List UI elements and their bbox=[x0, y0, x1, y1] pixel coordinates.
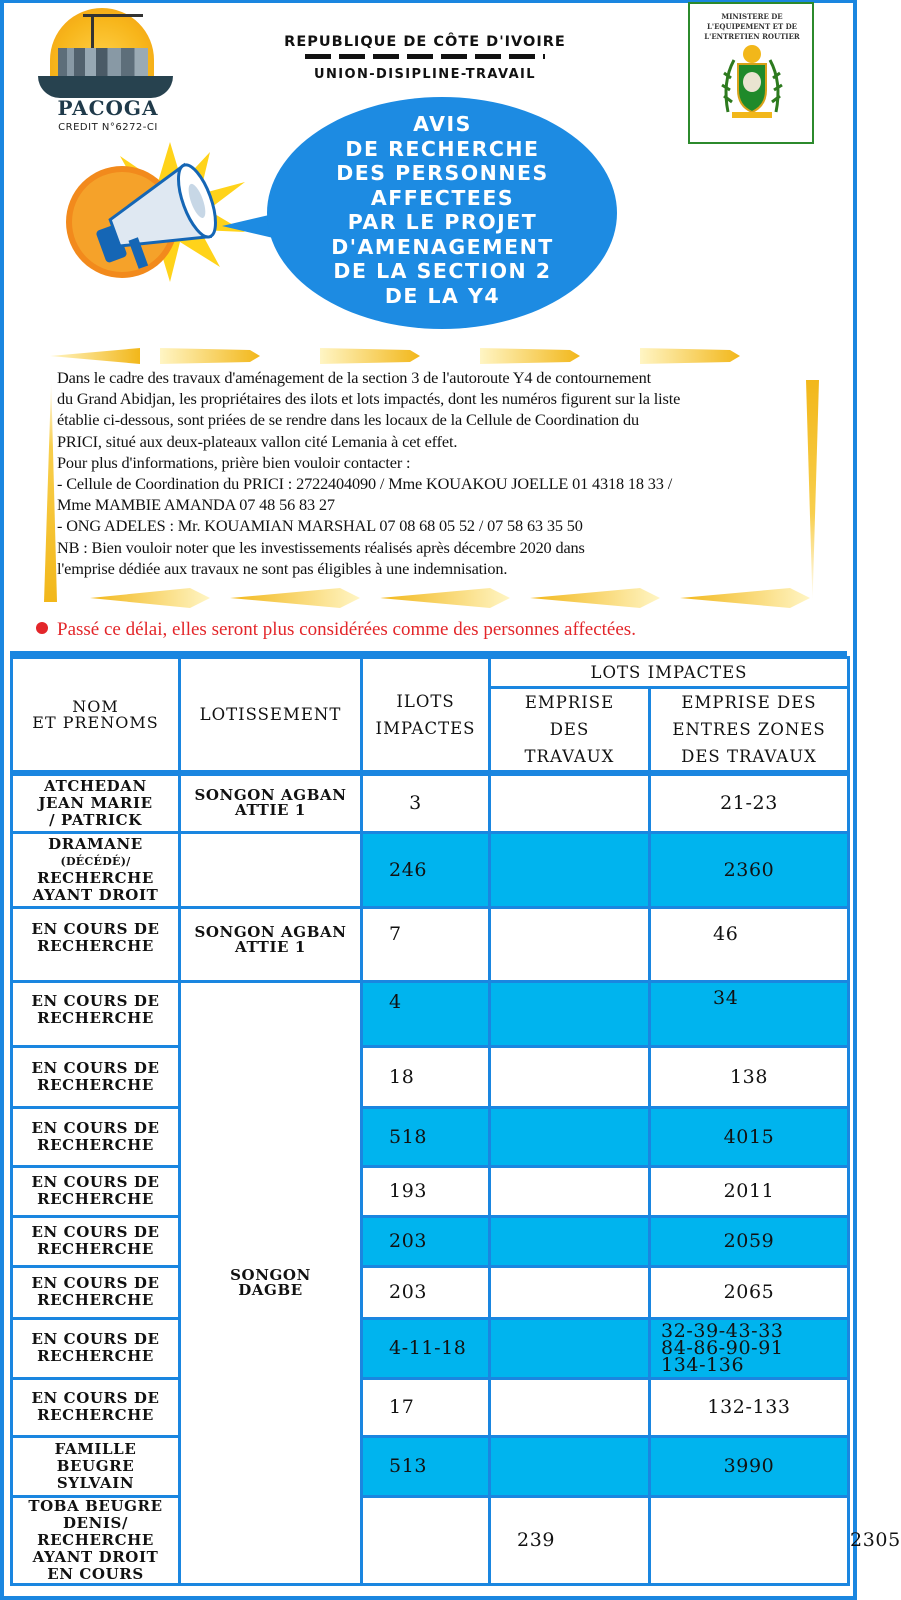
cell-name: EN COURS DE RECHERCHE bbox=[12, 1378, 180, 1436]
cell-emprise bbox=[490, 1266, 650, 1318]
header-emprise: EMPRISE DES TRAVAUX bbox=[490, 688, 650, 774]
affected-persons-table bbox=[10, 651, 901, 1593]
pacoga-logo bbox=[28, 4, 178, 132]
cell-entre-zones: 34 bbox=[650, 981, 849, 1046]
cell-ilot: 246 bbox=[362, 832, 490, 907]
cell-name: EN COURS DE RECHERCHE bbox=[12, 1107, 180, 1166]
cell-entre-zones: 2011 bbox=[650, 1166, 849, 1216]
cell-emprise bbox=[490, 1318, 650, 1378]
cell-emprise bbox=[490, 981, 650, 1046]
logo-credit: CREDIT N°6272-CI bbox=[58, 122, 158, 133]
bullet-icon bbox=[36, 622, 48, 634]
table-row: TOBA BEUGRE DENIS/ RECHERCHE AYANT DROIT EN COURS 239 2305 bbox=[12, 1496, 849, 1584]
table-row bbox=[12, 832, 849, 907]
cell-ilot: 4 bbox=[362, 981, 490, 1046]
announcement-title: AVIS DE RECHERCHE DES PERSONNES AFFECTEES PAR LE PROJET D'AMENAGEMENT DE LA SECTION 2 DE LA Y4 bbox=[331, 112, 554, 308]
cell-lotissement: SONGON AGBAN ATTIE 1 bbox=[180, 907, 362, 981]
table-row bbox=[12, 1266, 849, 1318]
cell-name: EN COURS DE RECHERCHE bbox=[12, 1318, 180, 1378]
cell-name: DRAMANE (DÉCÉDÉ)/ RECHERCHE AYANT DROIT bbox=[12, 832, 180, 907]
cell-ilot: 239 bbox=[490, 1496, 650, 1584]
table-row bbox=[12, 773, 849, 832]
cell-name: EN COURS DE RECHERCHE bbox=[12, 1046, 180, 1107]
notice-text: Dans le cadre des travaux d'aménagement de la section 3 de l'autoroute Y4 de contournement du Grand Abidjan, les propriétaires des ilots et lots impactés, dont les numéros figurent sur la liste établie ci-dessous, sont priées de se rendre dans les locaux de la Cellule de Coordination du PRICI, situé aux deux-plateaux vallon cité Lemania à cet effet. Pour plus d'informations, prière bien vouloir contacter : - Cellule de Coordination du PRICI : 2722404090 / Mme KOUAKOU JOELLE 01 4318 18 33 / Mme MAMBIE AMANDA 07 48 56 83 27 - ONG ADELES : Mr. KOUAMIAN MARSHAL 07 08 68 05 52 / 07 58 63 35 50 NB : Bien vouloir noter que les investissements réalisés après décembre 2020 dans l'emprise dédiée aux travaux ne sont pas éligibles à une indemnisation. bbox=[57, 368, 681, 578]
cell-lotissement bbox=[180, 832, 362, 907]
cell-emprise bbox=[490, 832, 650, 907]
ministry-logo bbox=[688, 2, 814, 144]
cell-entre-zones: 138 bbox=[650, 1046, 849, 1107]
cell-emprise bbox=[490, 1436, 650, 1496]
cell-name: ATCHEDAN JEAN MARIE / PATRICK bbox=[12, 773, 180, 832]
cell-lotissement-dagbe: SONGON DAGBE bbox=[180, 981, 362, 1584]
cell-name: EN COURS DE RECHERCHE bbox=[12, 1216, 180, 1266]
cell-emprise bbox=[490, 773, 650, 832]
table-row bbox=[12, 1046, 849, 1107]
table-row bbox=[12, 907, 849, 981]
motto: UNION-DISIPLINE-TRAVAIL bbox=[314, 67, 536, 82]
cell-name: EN COURS DE RECHERCHE bbox=[12, 1166, 180, 1216]
cell-ilot: 7 bbox=[362, 907, 490, 981]
header-name: NOM ET PRENOMS bbox=[12, 658, 180, 774]
cell-entre-zones: 3990 bbox=[650, 1436, 849, 1496]
cell-emprise bbox=[490, 1166, 650, 1216]
cell-entre-zones: 32-39-43-33 84-86-90-91 134-136 bbox=[650, 1318, 849, 1378]
cell-entre-zones: 132-133 bbox=[650, 1378, 849, 1436]
cell-lotissement bbox=[362, 1496, 490, 1584]
cell-emprise bbox=[490, 1107, 650, 1166]
decorative-arrows-bottom bbox=[50, 584, 810, 612]
header-entre-zones: EMPRISE DES ENTRES ZONES DES TRAVAUX bbox=[650, 688, 849, 774]
cell-entre-zones: 46 bbox=[650, 907, 849, 981]
cell-ilot: 203 bbox=[362, 1266, 490, 1318]
cell-ilot: 17 bbox=[362, 1378, 490, 1436]
cell-lotissement: SONGON AGBAN ATTIE 1 bbox=[180, 773, 362, 832]
logo-name: PACOGA bbox=[57, 96, 159, 120]
ministry-name: MINISTERE DE L'EQUIPEMENT ET DE L'ENTRETIEN ROUTIER bbox=[704, 12, 800, 41]
cell-entre-zones: 2065 bbox=[650, 1266, 849, 1318]
cell-ilot: 3 bbox=[362, 773, 490, 832]
cell-emprise bbox=[490, 1046, 650, 1107]
cell-name: EN COURS DE RECHERCHE bbox=[12, 1266, 180, 1318]
cell-entre-zones: 2059 bbox=[650, 1216, 849, 1266]
cell-emprise bbox=[650, 1496, 849, 1584]
decorative-arrows-top bbox=[50, 348, 810, 364]
republic-title: REPUBLIQUE DE CÔTE D'IVOIRE bbox=[284, 34, 566, 50]
cell-ilot: 193 bbox=[362, 1166, 490, 1216]
header-ilots: ILOTS IMPACTES bbox=[362, 658, 490, 774]
cell-name: FAMILLE BEUGRE SYLVAIN bbox=[12, 1436, 180, 1496]
cell-entre-zones: 4015 bbox=[650, 1107, 849, 1166]
table-row bbox=[12, 981, 849, 1046]
header-lots-group: LOTS IMPACTES bbox=[490, 658, 849, 688]
cell-name: EN COURS DE RECHERCHE bbox=[12, 981, 180, 1046]
cell-ilot: 18 bbox=[362, 1046, 490, 1107]
cell-name: EN COURS DE RECHERCHE bbox=[12, 907, 180, 981]
table-row bbox=[12, 1378, 849, 1436]
cell-name: TOBA BEUGRE DENIS/ RECHERCHE AYANT DROIT EN COURS bbox=[12, 1496, 180, 1584]
table-row bbox=[12, 1216, 849, 1266]
cell-ilot: 203 bbox=[362, 1216, 490, 1266]
cell-emprise bbox=[490, 1378, 650, 1436]
cell-ilot: 518 bbox=[362, 1107, 490, 1166]
cell-emprise bbox=[490, 907, 650, 981]
coat-of-arms-icon bbox=[720, 42, 784, 122]
divider bbox=[305, 54, 545, 59]
cell-entre-zones: 2360 bbox=[650, 832, 849, 907]
header-lotissement: LOTISSEMENT bbox=[180, 658, 362, 774]
cell-entre-zones: 21-23 bbox=[650, 773, 849, 832]
cell-ilot: 513 bbox=[362, 1436, 490, 1496]
cell-emprise bbox=[490, 1216, 650, 1266]
cell-ilot: 4-11-18 bbox=[362, 1318, 490, 1378]
table-row bbox=[12, 1166, 849, 1216]
table-row bbox=[12, 1436, 849, 1496]
table-row bbox=[12, 1107, 849, 1166]
table-row bbox=[12, 1318, 849, 1378]
warning-text: Passé ce délai, elles seront plus considérées comme des personnes affectées. bbox=[36, 619, 836, 641]
